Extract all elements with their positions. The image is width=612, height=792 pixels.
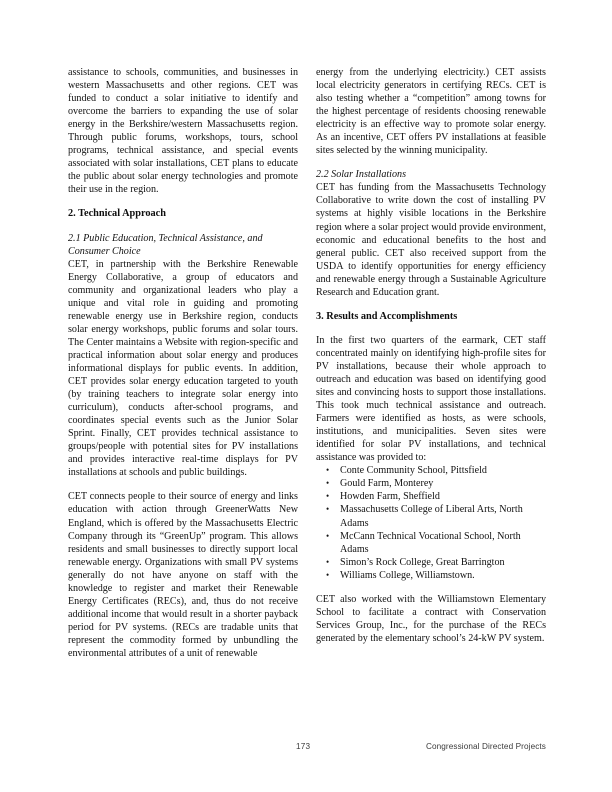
left-paragraph-2: CET, in partnership with the Berkshire Renewable Energy Collaborative, a group of educators and community and organizational leaders who play a unique and vital role in guiding and promoting renewable energy use in Berkshire region, conducts solar energy workshops, public forums and solar tours. The Center maintains a Website with region-specific and practical information about solar energy and produces informational displays for public events. In addition, CET provides solar energy education targeted to youth (by training teachers to integrate solar energy into curriculum), conducts after-school programs, and coordinates special events such as the Junior Solar Sprint. Finally, CET provides technical assistance to groups/people with potential sites for PV installations and provides interactive real-time displays for PV installations at schools and public buildings. [68,258,298,479]
list-item [316,530,546,556]
sites-bullet-list [316,464,546,581]
page-footer [68,742,546,758]
list-item-label: Gould Farm, Monterey [340,478,434,490]
bullet-icon: • [326,569,330,580]
bullet-icon: • [326,478,330,489]
right-paragraph-2: CET has funding from the Massachusetts Technology Collaborative to write down the cost of installing PV systems at highly visible locations in the Berkshire region where a solar project would provide environment, economic and educational benefits to the host and general public. CET also received support from the USDA to identify opportunities for energy efficiency and renewable energy through a Sustainable Agriculture Research and Education grant. [316,182,546,298]
page-number: 173 [296,742,311,751]
right-paragraph-4: CET also worked with the Williamstown Elementary School to facilitate a contract with Conservation Services Group, Inc., for the purchase of the RECs generated by the elementary school’s 24-kW PV system. [316,593,546,644]
list-item [316,477,546,490]
footer-title: Congressional Directed Projects [425,742,546,751]
two-column-body [68,66,546,671]
right-column [316,66,546,656]
list-item-label: Massachusetts College of Liberal Arts, North Adams [340,504,523,529]
right-paragraph-3: In the first two quarters of the earmark, CET staff concentrated mainly on identifying high-profile sites for PV installations, because their whole approach to outreach and education was based on identifying good sites and convincing hosts to support those installations. This took much technical assistance and outreach. Farmers were identified as hosts, as were schools, institutions, and municipalities. Seven sites were identified for solar PV installations, and technical assistance was provided to: [316,334,546,464]
bullet-icon: • [326,530,330,541]
section-heading-technical-approach: 2. Technical Approach [68,208,166,220]
list-item [316,569,546,582]
right-paragraph-1: energy from the underlying electricity.) CET assists local electricity generators in certifying RECs. CET is also testing whether a “competition” among towns for the highest percentage of residents choosing renewable electricity is an effective way to promote solar energy. As an incentive, CET offers PV installations at feasible sites selected by the winning municipality. [316,67,546,157]
left-column [68,66,298,671]
subsection-heading-2-1: 2.1 Public Education, Technical Assistance, and Consumer Choice [68,232,263,257]
subsection-heading-2-2: 2.2 Solar Installations [316,169,407,181]
bullet-icon: • [326,465,330,476]
bullet-icon: • [326,491,330,502]
left-paragraph-1: assistance to schools, communities, and businesses in western Massachusetts and other regions. CET was funded to conduct a solar initiative to identify and overcome the barriers to expanding the use of solar energy in the Berkshire/western Massachusetts region. Through public forums, workshops, tours, school programs, technical assistance, and special events associated with solar installations, CET plans to educate the public about solar energy technologies and promote their use in the region. [68,67,298,196]
bullet-icon: • [326,556,330,567]
list-item-label: Williams College, Williamstown. [340,569,475,581]
list-item [316,503,546,529]
list-item-label: Simon’s Rock College, Great Barrington [340,556,505,568]
list-item-label: McCann Technical Vocational School, North Adams [340,530,521,555]
list-item-label: Conte Community School, Pittsfield [340,465,487,477]
left-paragraph-3: CET connects people to their source of energy and links education with action through GreenerWatts New England, which is offered by the Massachusetts Electric Company through its “GreenUp” program. This allows residents and small businesses to directly support local renewable energy. Organizations with small PV systems generally do not have anyone on staff with the knowledge to register and market their Renewable Energy Certificates (RECs), and, thus do not receive additional income that would result in a shorter payback period for PV systems. (RECs are tradable units that represent the commodity formed by unbundling the environmental attributes of a unit of renewable [68,491,298,659]
section-heading-results-accomplishments: 3. Results and Accomplishments [316,310,458,322]
bullet-icon: • [326,504,330,515]
list-item [316,464,546,477]
list-item-label: Howden Farm, Sheffield [340,491,440,503]
list-item [316,556,546,569]
list-item [316,490,546,503]
